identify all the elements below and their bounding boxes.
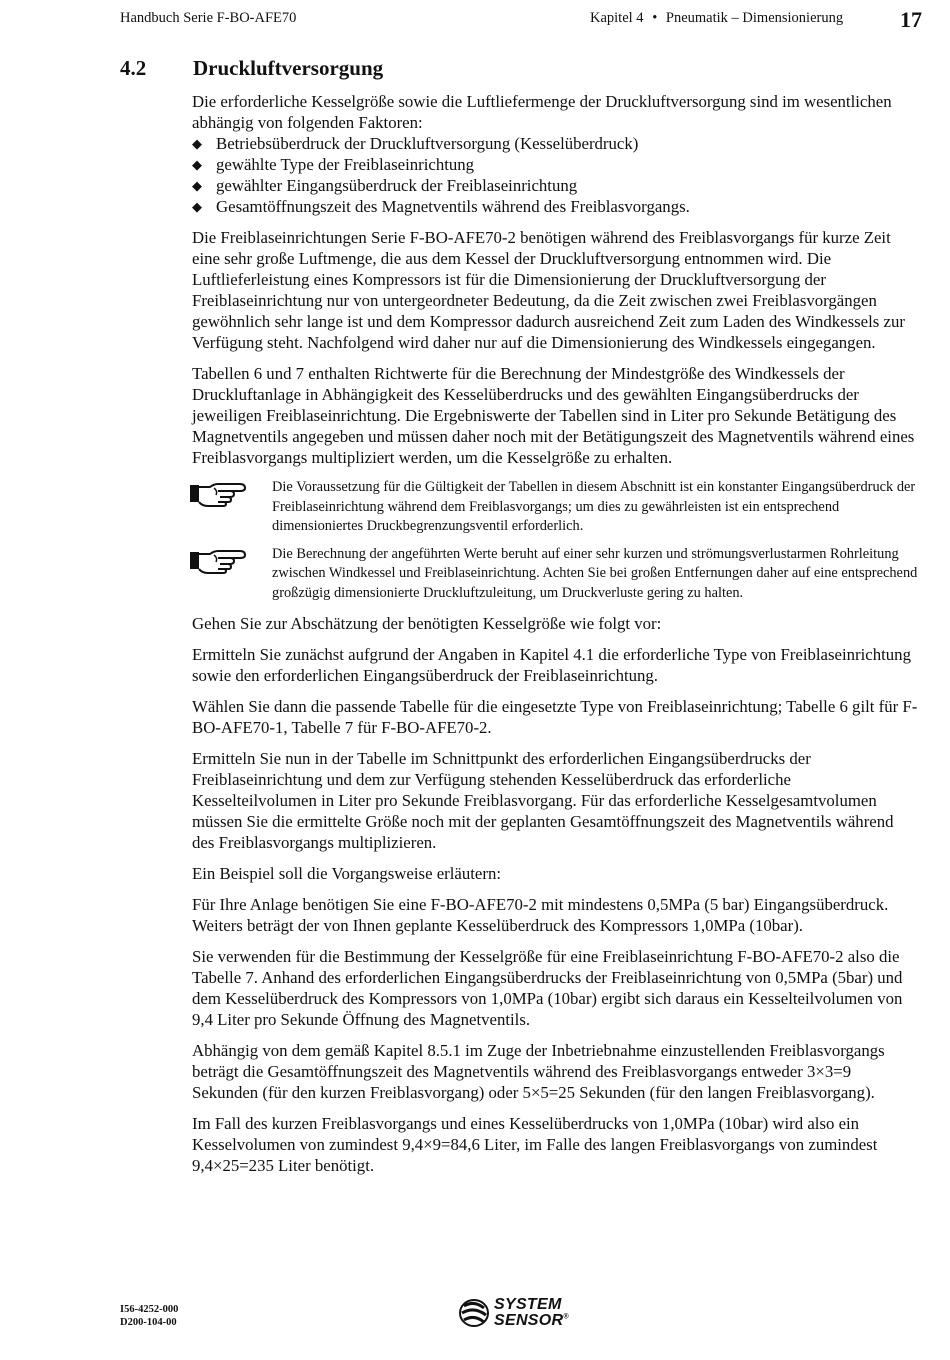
diamond-bullet-icon: ◆: [192, 199, 202, 214]
chapter-title: Pneumatik – Dimensionierung: [665, 10, 844, 26]
list-item: ◆ Betriebsüberdruck der Druckluftversorgung (Kesselüberdruck): [192, 134, 639, 153]
registered-mark: ®: [563, 1313, 569, 1321]
logo-mark-icon: [456, 1296, 492, 1330]
note-box: [192, 545, 920, 604]
paragraph: Abhängig von dem gemäß Kapitel 8.5.1 im Zuge der Inbetriebnahme einzustellenden Freiblasvorgangs beträgt die Gesamtöffnungszeit des Magnetventils während des Freiblasvorgangs entweder 3×3=9 Sekunden (für den kurzen Freiblasvorgang) oder 5×5=25 Sekunden (für den langen Freiblasvorgang).: [192, 1041, 885, 1102]
paragraph: Die Freiblaseinrichtungen Serie F-BO-AFE70-2 benötigen während des Freiblasvorgangs für kurze Zeit eine sehr große Luftmenge, die aus dem Kessel der Druckluftversorgung entnommen wird. Die Luftlieferleistung eines Kompressors ist für die Dimensionierung der Druckluftversorgung der Freiblaseinrichtung nur von untergeordneter Bedeutung, da die Zeit zwischen zwei Freiblasvorgängen gewöhnlich sehr lange ist und dem Kompressor dadurch ausreichend Zeit zum Laden des Windkessels zur Verfügung steht. Nachfolgend wird daher nur auf die Dimensionierung des Windkessels eingegangen.: [192, 228, 905, 352]
paragraph: Gehen Sie zur Abschätzung der benötigten Kesselgröße wie folgt vor:: [192, 614, 662, 633]
paragraph: Wählen Sie dann die passende Tabelle für die eingesetzte Type von Freiblaseinrichtung; Tabelle 6 gilt für F-BO-AFE70-1, Tabelle 7 für F-BO-AFE70-2.: [192, 697, 918, 737]
paragraph: Ermitteln Sie zunächst aufgrund der Angaben in Kapitel 4.1 die erforderliche Type von Freiblaseinrichtung sowie den erforderlichen Eingangsüberdruck der Freiblaseinrichtung.: [192, 645, 911, 685]
logo-word: SYSTEM: [494, 1296, 562, 1313]
diamond-bullet-icon: ◆: [192, 136, 202, 151]
note-box: [192, 478, 920, 537]
factor-list: [192, 133, 920, 217]
section-heading: [120, 56, 383, 81]
chapter-reference: [590, 10, 843, 27]
paragraph: Im Fall des kurzen Freiblasvorgangs und eines Kesselüberdrucks von 1,0MPa (10bar) wird also ein Kesselvolumen von zumindest 9,4×9=84,6 Liter, im Falle des langen Freiblasvorgangs von zumindest 9,4×25=235 Liter benötigt.: [192, 1114, 878, 1175]
list-item: ◆ Gesamtöffnungszeit des Magnetventils während des Freiblasvorgangs.: [192, 197, 690, 216]
system-sensor-logo: [456, 1294, 586, 1334]
pointing-hand-icon: [190, 479, 248, 507]
section-number: 4.2: [120, 56, 147, 80]
manual-title: Handbuch Serie F-BO-AFE70: [120, 10, 297, 26]
paragraph: Tabellen 6 und 7 enthalten Richtwerte für die Berechnung der Mindestgröße des Windkessels der Druckluftanlage in Abhängigkeit des Kesselüberdrucks und des gewählten Eingangsüberdrucks der jeweiligen Freiblaseinrichtung. Die Ergebniswerte der Tabellen sind in Liter pro Sekunde Betätigung des Magnetventils angegeben und müssen daher noch mit der Betätigungszeit des Magnetventils während eines Freiblasvorgangs multipliziert werden, um die Kesselgröße zu erhalten.: [192, 364, 915, 467]
doc-code: I56-4252-000: [120, 1304, 179, 1315]
diamond-bullet-icon: ◆: [192, 157, 202, 172]
note-text: Die Berechnung der angeführten Werte beruht auf einer sehr kurzen und strömungsverlustarmen Rohrleitung zwischen Windkessel und Freiblaseinrichtung. Achten Sie bei großen Entfernungen daher auf eine entsprechend großzügig dimensionierte Druckluftzuleitung, um Druckverluste gering zu halten.: [272, 545, 918, 601]
intro-paragraph: Die erforderliche Kesselgröße sowie die Luftliefermenge der Druckluftversorgung sind im wesentlichen abhängig von folgenden Faktoren:: [192, 92, 892, 132]
list-item: ◆ gewählter Eingangsüberdruck der Freiblaseinrichtung: [192, 176, 578, 195]
logo-word: SENSOR®: [494, 1312, 569, 1329]
diamond-bullet-icon: ◆: [192, 178, 202, 193]
section-title: Druckluftversorgung: [193, 56, 384, 80]
pointing-hand-icon: [190, 546, 248, 574]
document-codes: [120, 1303, 178, 1329]
paragraph: Für Ihre Anlage benötigen Sie eine F-BO-AFE70-2 mit mindestens 0,5MPa (5 bar) Eingangsüberdruck. Weiters beträgt der von Ihnen geplante Kesselüberdruck des Kompressors 1,0MPa (10bar).: [192, 895, 889, 935]
chapter-label: Kapitel 4: [590, 10, 644, 26]
header-separator: •: [652, 10, 658, 26]
note-text: Die Voraussetzung für die Gültigkeit der Tabellen in diesem Abschnitt ist ein konstanter Eingangsüberdruck der Freiblaseinrichtung während dem Freiblasvorgangs; um dies zu gewährleisten ist ein entsprechend dimensioniertes Druckbegrenzungsventil erforderlich.: [272, 479, 916, 534]
paragraph: Ein Beispiel soll die Vorgangsweise erläutern:: [192, 864, 502, 883]
paragraph: Ermitteln Sie nun in der Tabelle im Schnittpunkt des erforderlichen Eingangsüberdrucks der Freiblaseinrichtung und dem zur Verfügung stehenden Kesselüberdruck das erforderliche Kesselteilvolumen in Liter pro Sekunde Freiblasvorgang. Für das erforderliche Kesselgesamtvolumen müssen Sie die ermittelte Größe noch mit der geplanten Gesamtöffnungszeit des Magnetventils während des Freiblasvorgangs multiplizieren.: [192, 749, 894, 852]
list-item: ◆ gewählte Type der Freiblaseinrichtung: [192, 155, 475, 174]
body-text: [192, 91, 920, 1186]
paragraph: Sie verwenden für die Bestimmung der Kesselgröße für eine Freiblaseinrichtung F-BO-AFE70-2 also die Tabelle 7. Anhand des erforderlichen Eingangsüberdrucks der Freiblaseinrichtung von 0,5MPa (5bar) und dem Kesselüberdruck des Kompressors von 1,0MPa (10bar) ergibt sich daraus ein Kesselteilvolumen von 9,4 Liter pro Sekunde Öffnung des Magnetventils.: [192, 947, 903, 1029]
page-header: [120, 7, 922, 34]
page-number: 17: [900, 7, 922, 32]
doc-code: D200-104-00: [120, 1317, 177, 1328]
